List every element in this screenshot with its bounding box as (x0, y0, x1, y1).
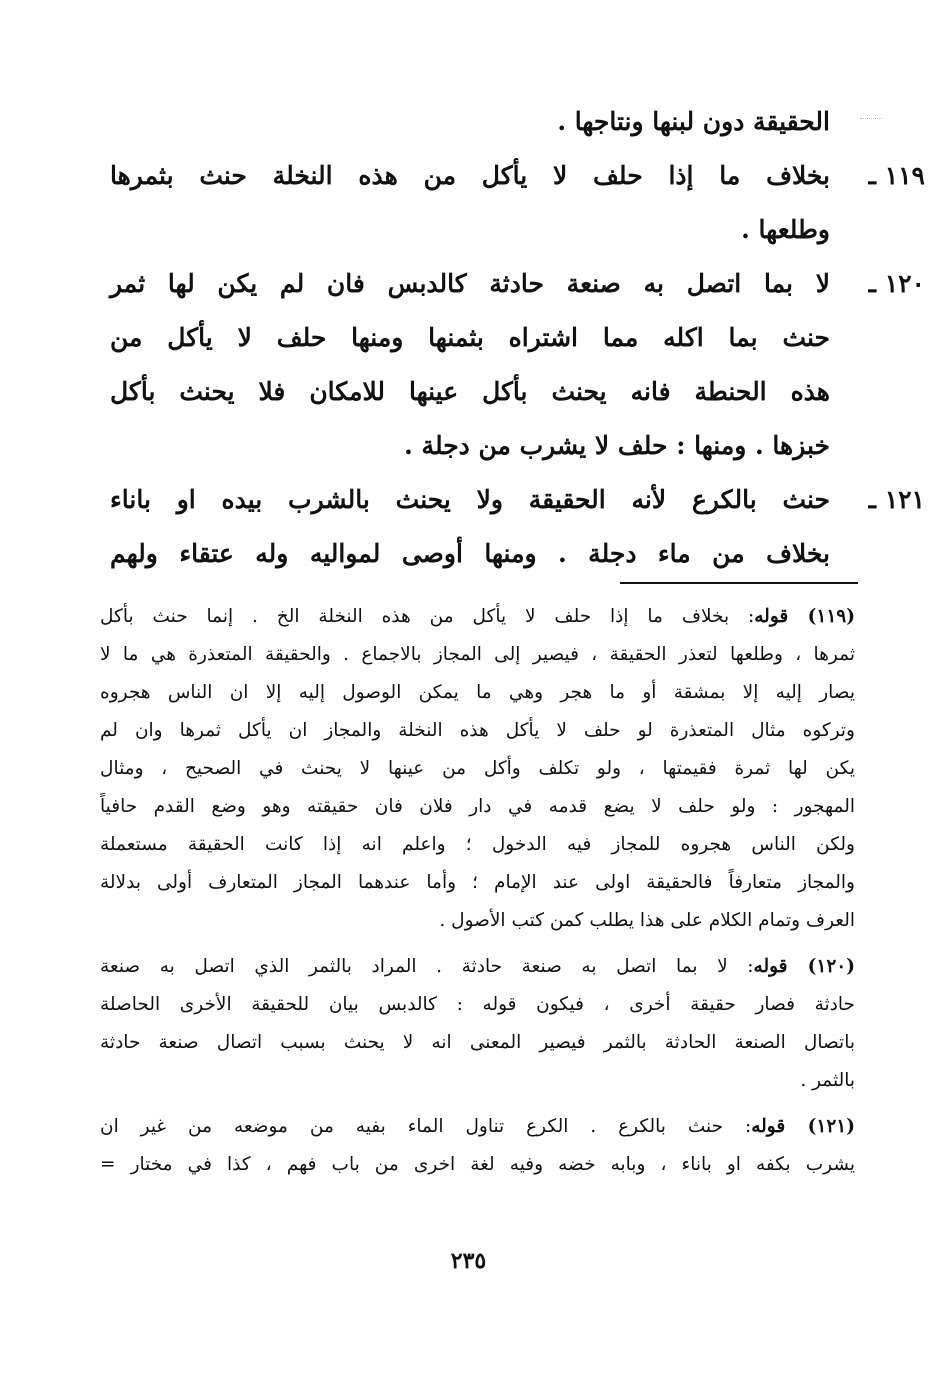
main-line-text: خبزها . ومنها : حلف لا يشرب من دجلة . (404, 431, 830, 460)
page-number: ٢٣٥ (450, 1248, 487, 1274)
footnote-body: بالثمر . (800, 1070, 855, 1091)
main-line (110, 365, 830, 419)
footnote-body: : بخلاف ما إذا حلف لا يأكل من هذه النخلة الخ . إنما حنث بأكل (100, 606, 755, 627)
footnote-body: وتركوه مثال المتعذرة لو حلف لا يأكل هذه النخلة والمجاز ان يأكل ثمرها وان لم (100, 720, 855, 741)
footnote-line (100, 1108, 855, 1146)
item-number: ١٢١ ـ (868, 485, 925, 514)
footnote-body: حادثة فصار حقيقة أخرى ، فيكون قوله : كالدبس بيان للحقيقة الأخرى الحاصلة (100, 994, 855, 1015)
footnote-separator (620, 582, 858, 584)
footnote-line (100, 1146, 855, 1184)
footnote-line-text (100, 1108, 855, 1146)
footnote-line (100, 986, 855, 1024)
footnote-body: المهجور : ولو حلف لا يضع قدمه في دار فلان فان حقيقته وهو وضع القدم حافياً (100, 796, 855, 817)
footnote-line (100, 902, 855, 940)
footnote-line-text (100, 750, 855, 788)
footnote-line-text (100, 788, 855, 826)
footnote-line (100, 788, 855, 826)
footnote-line (100, 674, 855, 712)
footnote-line (100, 948, 855, 986)
footnote-line-text (100, 948, 855, 986)
footnote-marker: (١٢١) قوله (751, 1116, 855, 1137)
footnote-marker: (١٢٠) قوله (753, 956, 855, 977)
footnote-marker: (١١٩) قوله (754, 606, 855, 627)
main-line-text: بخلاف ما إذا حلف لا يأكل من هذه النخلة حنث بثمرها (110, 161, 830, 190)
footnote-body: ثمرها ، وطلعها لتعذر الحقيقة ، فيصير إلى المجاز بالاجماع . والحقيقة المتعذرة هي ما لا (100, 644, 855, 665)
footnote-body: ولكن الناس هجروه للمجاز فيه الدخول ؛ واعلم انه إذا كانت الحقيقة مستعملة (100, 834, 855, 855)
footnote (100, 1108, 855, 1184)
item-number: ١٢٠ ـ (868, 269, 925, 298)
footnote-line-text (100, 674, 855, 712)
main-line-text: هذه الحنطة فانه يحنث بأكل عينها للامكان فلا يحنث بأكل (110, 377, 830, 406)
main-line-text: بخلاف من ماء دجلة . ومنها أوصى لمواليه وله عتقاء ولهم (110, 539, 830, 568)
footnote-body: يشرب بكفه او باناء ، وبابه خضه وفيه لغة اخرى من باب فهم ، كذا في مختار = (100, 1154, 855, 1175)
scan-speck (860, 118, 882, 125)
main-line (110, 257, 925, 311)
main-line (110, 203, 830, 257)
footnote-body: العرف وتمام الكلام على هذا يطلب كمن كتب الأصول . (439, 910, 855, 931)
footnote-body: : حنث بالكرع . الكرع تناول الماء بفيه من موضعه من غير ان (100, 1116, 752, 1137)
footnote-line-text (100, 1062, 855, 1100)
footnote-line-text (100, 636, 855, 674)
footnote-line (100, 636, 855, 674)
footnote-line-text (100, 1024, 855, 1062)
footnote-line (100, 826, 855, 864)
main-line-text: الحقيقة دون لبنها ونتاجها . (557, 107, 830, 136)
footnote (100, 948, 855, 1100)
footnote-body: يصار إليه إلا بمشقة أو ما هجر وهي ما يمكن الوصول إليه إلا ان الناس هجروه (100, 682, 855, 703)
footnote-line (100, 864, 855, 902)
footnote-line (100, 1062, 855, 1100)
footnote-line-text (100, 986, 855, 1024)
footnote-line (100, 750, 855, 788)
main-line-text: حنث بالكرع لأنه الحقيقة ولا يحنث بالشرب بيده او باناء (110, 485, 830, 514)
main-line (110, 149, 925, 203)
footnote-body: يكن لها ثمرة فقيمتها ، ولو تكلف وأكل من عينها لا يحنث في الصحيح ، ومثال (100, 758, 855, 779)
footnote-body: باتصال الصنعة الحادثة بالثمر فيصير المعنى انه لا يحنث بسبب اتصال صنعة حادثة (100, 1032, 855, 1053)
footnote-line-text (100, 1146, 855, 1184)
main-line-text: حنث بما اكله مما اشتراه بثمنها ومنها حلف لا يأكل من (110, 323, 830, 352)
item-number: ١١٩ ـ (868, 161, 925, 190)
main-line-text: لا بما اتصل به صنعة حادثة كالدبس فان لم يكن لها ثمر (110, 269, 830, 298)
footnote-line (100, 1024, 855, 1062)
footnote-line-text (100, 598, 855, 636)
footnote-line-text (100, 902, 855, 940)
footnote-body: : لا بما اتصل به صنعة حادثة . المراد بالثمر الذي اتصل به صنعة (100, 956, 754, 977)
main-line (110, 419, 830, 473)
footnotes (100, 598, 855, 1184)
main-line (110, 311, 830, 365)
footnote (100, 598, 855, 940)
main-text (110, 95, 925, 581)
main-line (110, 527, 830, 581)
footnote-line-text (100, 712, 855, 750)
main-line-text: وطلعها . (741, 215, 830, 244)
footnote-body: والمجاز متعارفاً فالحقيقة اولى عند الإمام ؛ وأما عندهما المجاز المتعارف أولى بدلالة (100, 872, 855, 893)
main-line (110, 473, 925, 527)
footnote-line (100, 598, 855, 636)
footnote-line-text (100, 864, 855, 902)
footnote-line-text (100, 826, 855, 864)
main-line (110, 95, 830, 149)
footnote-line (100, 712, 855, 750)
